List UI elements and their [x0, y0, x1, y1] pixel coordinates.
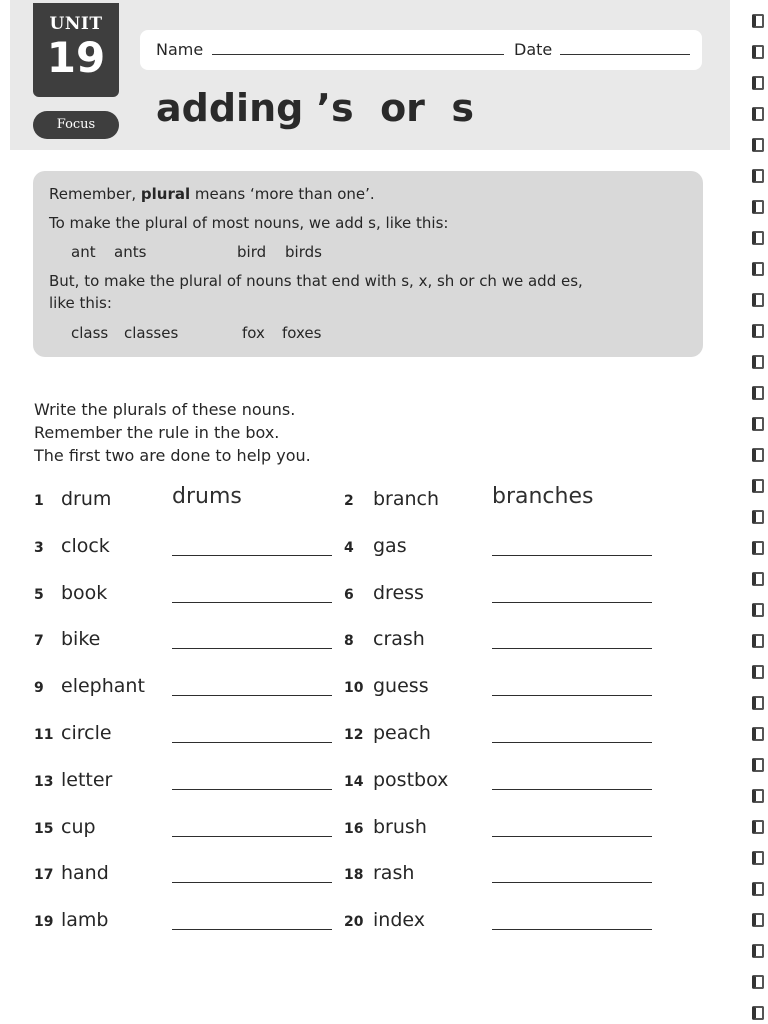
spiral-coil-icon: [752, 789, 764, 803]
spiral-coil-icon: [752, 355, 764, 369]
spiral-coil-icon: [752, 448, 764, 462]
answer-field[interactable]: [492, 789, 652, 790]
spiral-coil-icon: [752, 665, 764, 679]
spiral-coil-icon: [752, 758, 764, 772]
example-singular: ant: [71, 243, 96, 261]
exercise-number: 12: [344, 727, 364, 743]
spiral-binding: [738, 0, 768, 1024]
answer-field[interactable]: [492, 742, 652, 743]
exercise-number: 1: [34, 493, 44, 509]
exercise-word: branch: [373, 488, 440, 510]
exercise-number: 15: [34, 821, 54, 837]
spiral-coil-icon: [752, 975, 764, 989]
spiral-coil-icon: [752, 138, 764, 152]
exercise-number: 11: [34, 727, 54, 743]
rule-line-3: But, to make the plural of nouns that end with s, x, sh or ch we add es,: [49, 272, 583, 290]
exercise-word: dress: [373, 582, 424, 604]
spiral-coil-icon: [752, 169, 764, 183]
spiral-coil-icon: [752, 1006, 764, 1020]
spiral-coil-icon: [752, 944, 764, 958]
spiral-coil-icon: [752, 572, 764, 586]
rule-box: [33, 171, 703, 357]
spiral-coil-icon: [752, 417, 764, 431]
exercise-word: cup: [61, 816, 96, 838]
answer-text: branches: [492, 484, 594, 509]
spiral-coil-icon: [752, 107, 764, 121]
exercise-number: 20: [344, 914, 364, 930]
answer-field[interactable]: [492, 929, 652, 930]
exercise-word: book: [61, 582, 108, 604]
page-title: adding ’s or s: [156, 86, 474, 130]
answer-field[interactable]: [492, 602, 652, 603]
answer-field[interactable]: [172, 929, 332, 930]
exercise-number: 7: [34, 633, 44, 649]
date-field[interactable]: [560, 54, 690, 55]
rule-line-1-pre: Remember,: [49, 185, 141, 203]
answer-field[interactable]: [172, 555, 332, 556]
exercise-word: drum: [61, 488, 112, 510]
exercise-word: index: [373, 909, 425, 931]
spiral-coil-icon: [752, 510, 764, 524]
exercise-word: rash: [373, 862, 415, 884]
exercise-number: 8: [344, 633, 354, 649]
rule-keyword: plural: [140, 185, 191, 203]
example-plural: classes: [124, 324, 179, 342]
exercise-number: 4: [344, 540, 354, 556]
answer-field[interactable]: [492, 648, 652, 649]
answer-field[interactable]: [172, 789, 332, 790]
answer-field[interactable]: [172, 742, 332, 743]
spiral-coil-icon: [752, 231, 764, 245]
name-label: Name: [156, 40, 204, 59]
unit-number: 19: [46, 33, 106, 82]
exercise-word: circle: [61, 722, 112, 744]
exercise-word: postbox: [373, 769, 449, 791]
answer-text: drums: [172, 484, 242, 509]
example-singular: bird: [237, 243, 267, 261]
spiral-coil-icon: [752, 479, 764, 493]
exercise-number: 17: [34, 867, 54, 883]
instruction-line-3: The first two are done to help you.: [34, 446, 311, 465]
example-plural: ants: [114, 243, 147, 261]
spiral-coil-icon: [752, 603, 764, 617]
answer-field[interactable]: [172, 836, 332, 837]
spiral-coil-icon: [752, 696, 764, 710]
exercise-number: 2: [344, 493, 354, 509]
date-label: Date: [514, 40, 553, 59]
spiral-coil-icon: [752, 200, 764, 214]
example-plural: birds: [285, 243, 322, 261]
spiral-coil-icon: [752, 727, 764, 741]
exercise-word: lamb: [61, 909, 109, 931]
name-field[interactable]: [212, 54, 504, 55]
exercise-number: 14: [344, 774, 364, 790]
exercise-number: 5: [34, 587, 44, 603]
spiral-coil-icon: [752, 820, 764, 834]
example-singular: class: [71, 324, 109, 342]
answer-field[interactable]: [492, 555, 652, 556]
spiral-coil-icon: [752, 262, 764, 276]
spiral-coil-icon: [752, 14, 764, 28]
exercise-number: 9: [34, 680, 44, 696]
spiral-coil-icon: [752, 76, 764, 90]
spiral-coil-icon: [752, 913, 764, 927]
exercise-word: bike: [61, 628, 101, 650]
exercise-word: guess: [373, 675, 429, 697]
exercise-word: letter: [61, 769, 113, 791]
rule-line-1-post: means ‘more than one’.: [190, 185, 375, 203]
rule-line-2: To make the plural of most nouns, we add s, like this:: [49, 214, 449, 232]
answer-field[interactable]: [172, 882, 332, 883]
answer-field[interactable]: [492, 882, 652, 883]
example-singular: fox: [242, 324, 265, 342]
spiral-coil-icon: [752, 324, 764, 338]
exercise-number: 3: [34, 540, 44, 556]
instruction-line-2: Remember the rule in the box.: [34, 423, 280, 442]
answer-field[interactable]: [492, 695, 652, 696]
spiral-coil-icon: [752, 851, 764, 865]
exercise-word: peach: [373, 722, 431, 744]
spiral-coil-icon: [752, 541, 764, 555]
exercise-number: 10: [344, 680, 364, 696]
spiral-coil-icon: [752, 882, 764, 896]
spiral-coil-icon: [752, 45, 764, 59]
focus-badge: Focus: [33, 111, 119, 139]
answer-field[interactable]: [172, 648, 332, 649]
name-date-box: [140, 30, 702, 70]
spiral-coil-icon: [752, 386, 764, 400]
spiral-coil-icon: [752, 634, 764, 648]
exercise-number: 13: [34, 774, 54, 790]
answer-field[interactable]: [492, 836, 652, 837]
exercise-word: elephant: [61, 675, 145, 697]
unit-word: UNIT: [49, 14, 103, 34]
exercise-word: clock: [61, 535, 110, 557]
exercise-word: brush: [373, 816, 427, 838]
exercise-word: crash: [373, 628, 425, 650]
answer-field[interactable]: [172, 695, 332, 696]
exercise-number: 16: [344, 821, 364, 837]
answer-field[interactable]: [172, 602, 332, 603]
exercise-number: 19: [34, 914, 54, 930]
exercise-number: 6: [344, 587, 354, 603]
exercise-number: 18: [344, 867, 364, 883]
spiral-coil-icon: [752, 293, 764, 307]
example-plural: foxes: [282, 324, 322, 342]
rule-line-4: like this:: [49, 294, 112, 312]
unit-badge: [33, 3, 119, 97]
exercise-word: gas: [373, 535, 407, 557]
instruction-line-1: Write the plurals of these nouns.: [34, 400, 296, 419]
exercise-word: hand: [61, 862, 109, 884]
rule-line-1: [49, 185, 375, 203]
